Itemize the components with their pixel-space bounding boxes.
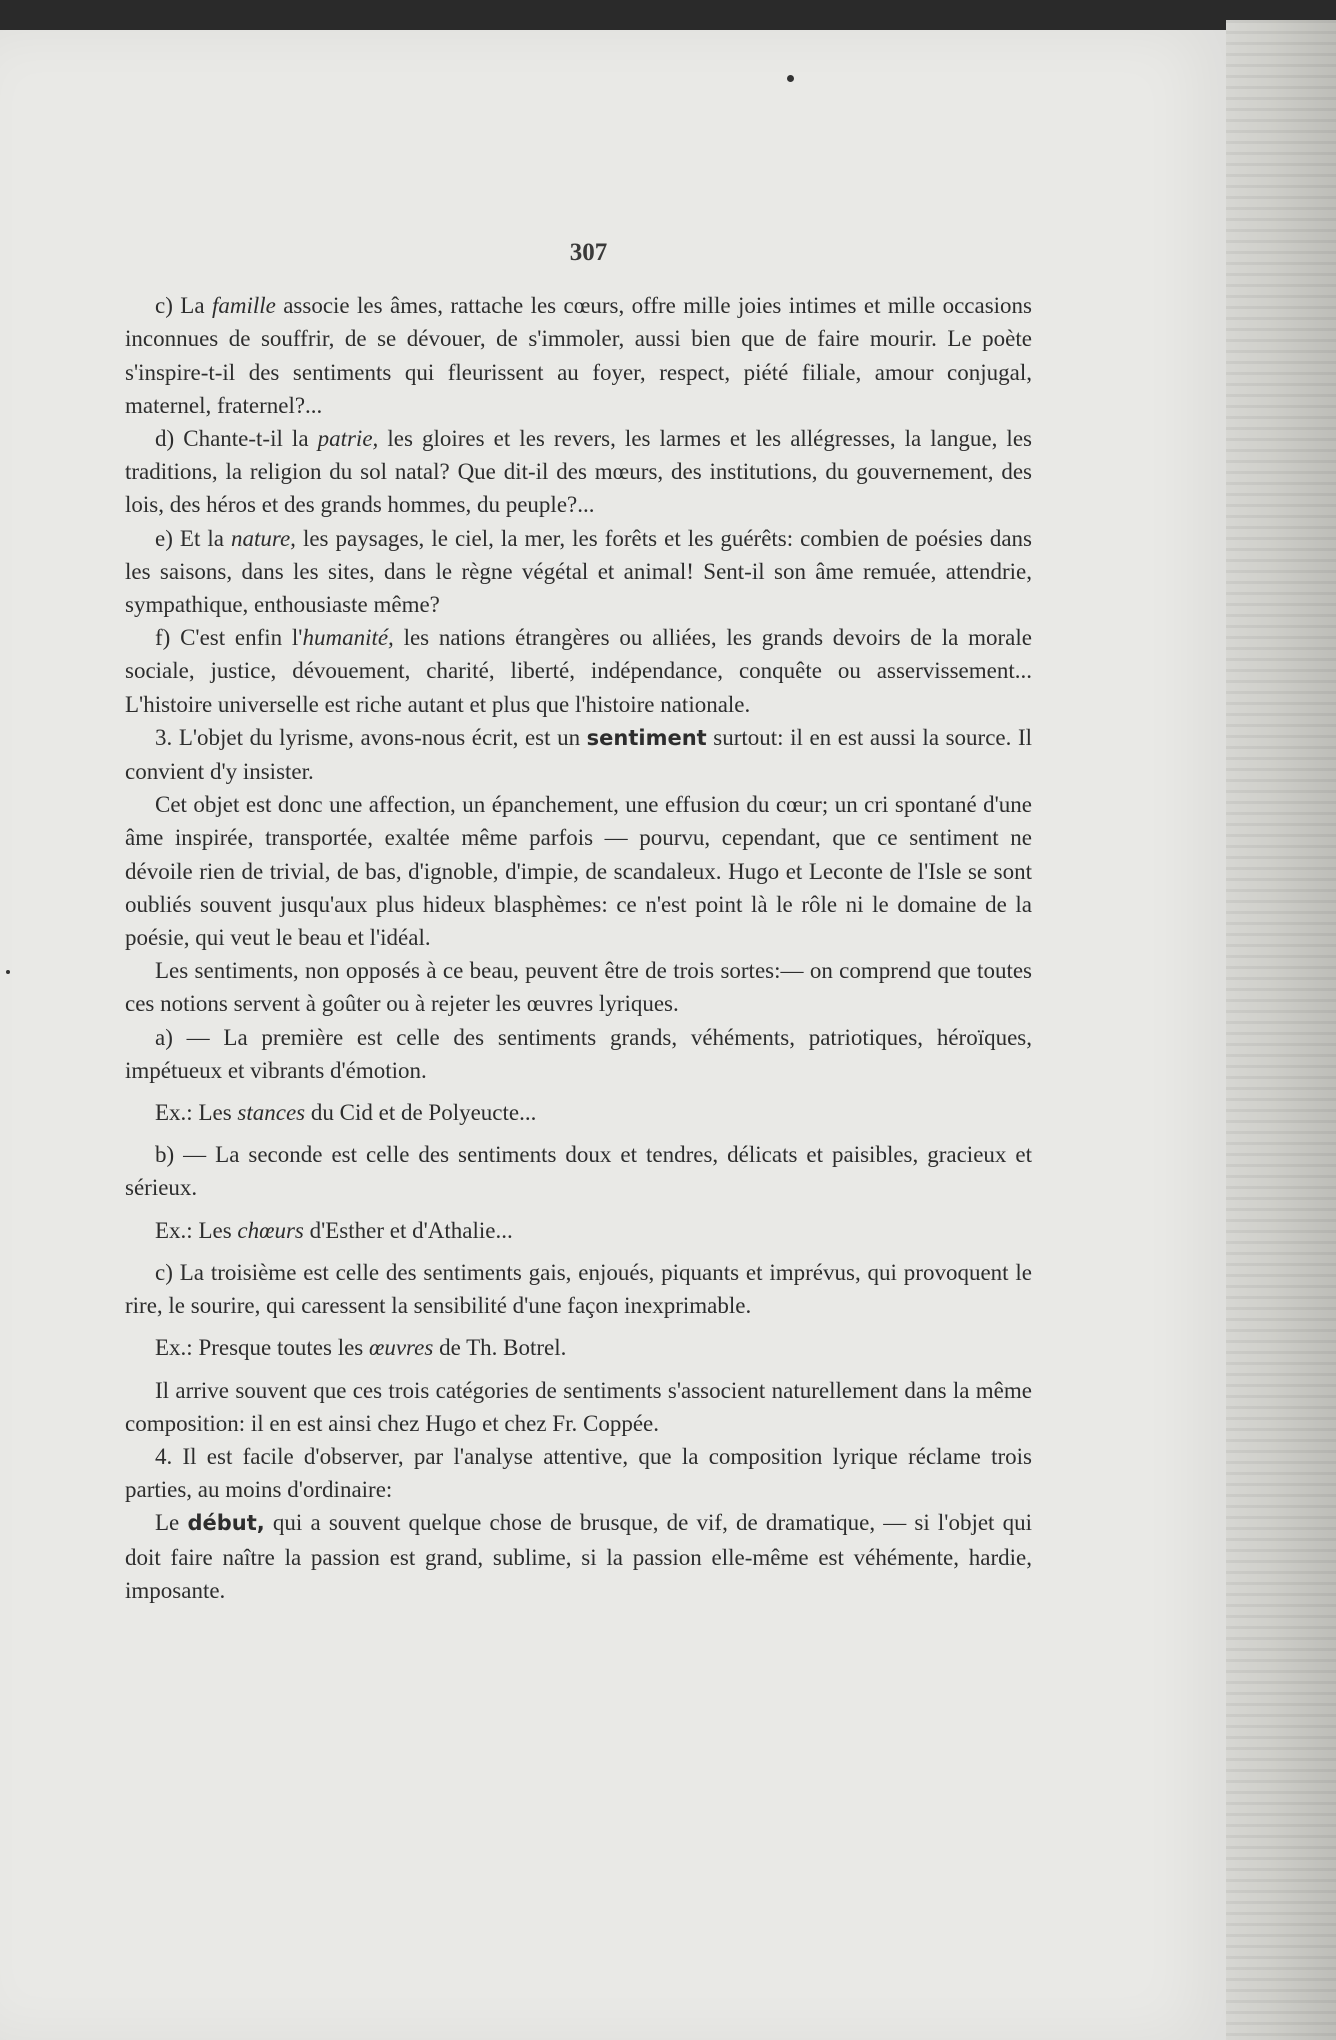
text-run: Il arrive souvent que ces trois catégories de sentiments s'associent naturellement dans la même composition: il en est ainsi chez Hugo et chez Fr. Coppée. bbox=[125, 1377, 1032, 1436]
paragraph-c-troisieme bbox=[125, 1256, 1032, 1322]
italic-term: humanité, bbox=[302, 625, 394, 651]
text-run: Les sentiments, non opposés à ce beau, peuvent être de trois sortes:— on comprend que toutes ces notions servent à goûter ou à rejeter les œuvres lyriques. bbox=[125, 958, 1032, 1017]
text-run: b) — La seconde est celle des sentiments doux et tendres, délicats et paisibles, gracieux et sérieux. bbox=[125, 1142, 1032, 1201]
ink-speck bbox=[787, 75, 794, 82]
italic-term: patrie, bbox=[317, 426, 379, 452]
text-run: Ex.: Les bbox=[155, 1100, 238, 1126]
paragraph-trois-sortes bbox=[125, 954, 1032, 1020]
text-run: les gloires et les revers, les larmes et les allégresses, la langue, les traditions, la religion du sol natal? Que dit-il des mœurs, des institutions, du gouvernement, des lois, des héros et des grands hommes, du peuple?... bbox=[125, 426, 1032, 518]
italic-term: famille bbox=[211, 293, 276, 319]
italic-term: œuvres bbox=[369, 1335, 434, 1361]
ink-speck bbox=[6, 970, 10, 974]
italic-term: nature, bbox=[230, 525, 296, 551]
paragraph-ex-3 bbox=[125, 1331, 1032, 1364]
text-run: de Th. Botrel. bbox=[433, 1335, 567, 1361]
italic-term: chœurs bbox=[237, 1217, 304, 1243]
text-run: d'Esther et d'Athalie... bbox=[303, 1217, 513, 1243]
text-run: associe les âmes, rattache les cœurs, offre mille joies intimes et mille occasions inconnues de souffrir, de se dévouer, de s'immoler, aussi bien que de faire mourir. Le poète s'inspire-t-il des sentiments qui fleurissent au foyer, respect, piété filiale, amour conjugal, maternel, fraternel?... bbox=[125, 293, 1032, 418]
paragraph-b-seconde bbox=[125, 1138, 1032, 1204]
text-run: Ex.: Presque toutes les bbox=[155, 1335, 369, 1361]
paragraph-ex-2 bbox=[125, 1214, 1032, 1247]
text-run: a) — La première est celle des sentiments grands, véhéments, patriotiques, héroïques, impétueux et vibrants d'émotion. bbox=[125, 1024, 1032, 1083]
text-run: Ex.: Les bbox=[155, 1217, 238, 1243]
text-run: qui a souvent quelque chose de brusque, de vif, de dramatique, — si l'objet qui doit faire naître la passion est grand, sublime, si la passion elle-même est véhémente, hardie, imposante. bbox=[125, 1510, 1032, 1603]
page-number: 307 bbox=[569, 239, 608, 266]
paragraph-3-objet bbox=[125, 721, 1032, 788]
body-text bbox=[125, 289, 1032, 1607]
paragraph-4-facile bbox=[125, 1440, 1032, 1506]
text-column bbox=[125, 236, 1032, 1607]
paragraph-il-arrive bbox=[125, 1374, 1032, 1440]
text-run: surtout: il en est aussi la source. Il convient d'y insister. bbox=[125, 724, 1032, 785]
paragraph-e-nature bbox=[125, 522, 1032, 622]
text-run: c) La bbox=[155, 293, 212, 319]
paragraph-ex-1 bbox=[125, 1096, 1032, 1129]
text-run: c) La troisième est celle des sentiments gais, enjoués, piquants et imprévus, qui provoquent le rire, le sourire, qui caressent la sensibilité d'une façon inexprimable. bbox=[125, 1259, 1032, 1319]
paragraph-a-premiere bbox=[125, 1021, 1032, 1087]
text-run: 4. Il est facile d'observer, par l'analyse attentive, que la composition lyrique réclame trois parties, au moins d'ordinaire: bbox=[125, 1443, 1032, 1503]
adjacent-page-edge bbox=[1226, 20, 1336, 2040]
text-run: Le bbox=[155, 1510, 188, 1536]
paragraph-cet-objet bbox=[125, 788, 1032, 954]
text-run: f) C'est enfin l' bbox=[155, 625, 303, 651]
bold-term: sentiment bbox=[586, 725, 707, 750]
text-run: 3. L'objet du lyrisme, avons-nous écrit, est un bbox=[155, 724, 587, 750]
bold-term: début, bbox=[187, 1511, 265, 1536]
text-run: les paysages, le ciel, la mer, les forêts et les guérêts: combien de poésies dans les saisons, dans les sites, dans le règne végétal et animal! Sent-il son âme remuée, attendrie, sympathique, enthousiaste même? bbox=[125, 525, 1033, 618]
paragraph-f-humanite bbox=[125, 621, 1032, 721]
paragraph-le-debut bbox=[125, 1506, 1032, 1607]
paragraph-c-famille bbox=[125, 289, 1032, 422]
italic-term: stances bbox=[237, 1100, 306, 1126]
text-run: d) Chante-t-il la bbox=[155, 426, 318, 452]
text-run: du Cid et de Polyeucte... bbox=[305, 1100, 537, 1126]
paragraph-d-patrie bbox=[125, 422, 1032, 522]
text-run: e) Et la bbox=[155, 525, 231, 551]
text-run: Cet objet est donc une affection, un épanchement, une effusion du cœur; un cri spontané d'une âme inspirée, transportée, exaltée même parfois — pourvu, cependant, que ce sentiment ne dévoile rien de trivial, de bas, d'ignoble, d'impie, de scandaleux. Hugo et Leconte de l'Isle se sont oubliés souvent jusqu'aux plus hideux blasphèmes: ce n'est point là le rôle ni le domaine de la poésie, qui veut le beau et l'idéal. bbox=[125, 792, 1032, 951]
text-run: les nations étrangères ou alliées, les grands devoirs de la morale sociale, justice, dévouement, charité, liberté, indépendance, conquête ou asservissement... L'histoire universelle est riche autant et plus que l'histoire nationale. bbox=[125, 625, 1032, 717]
